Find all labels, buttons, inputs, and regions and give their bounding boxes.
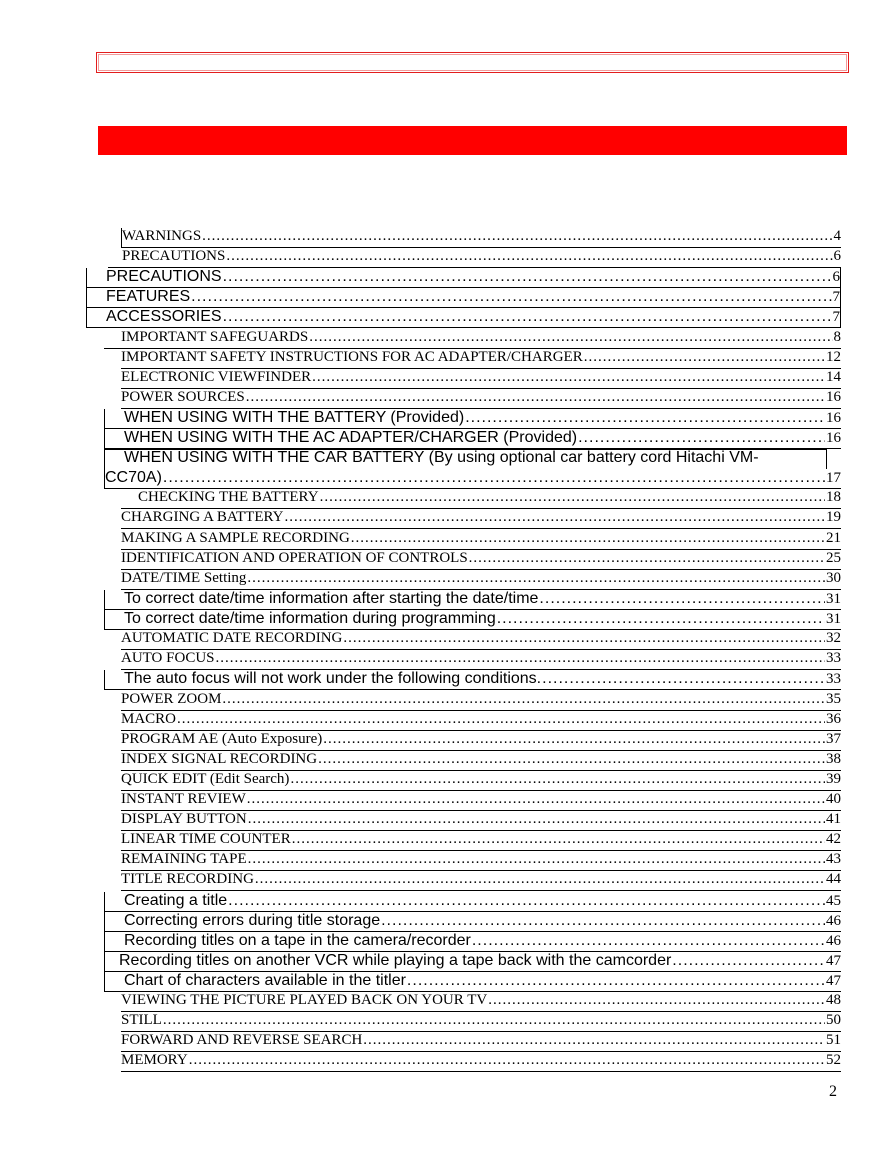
toc-dot-leader [247,571,825,586]
toc-entry[interactable] [121,630,841,650]
toc-entry[interactable] [121,791,841,811]
toc-dot-leader [248,812,825,827]
toc-entry-label: CC70A) [105,469,162,486]
toc-page-number: 37 [826,731,841,747]
toc-dot-leader [216,651,826,666]
toc-entry-label: DATE/TIME Setting [121,570,247,586]
toc-entry[interactable] [121,228,841,248]
toc-page-number: 12 [826,349,841,365]
toc-entry-label: ELECTRONIC VIEWFINDER [121,369,312,385]
toc-page-number: 50 [826,1012,841,1028]
toc-entry-label: WHEN USING WITH THE BATTERY (Provided) [124,409,465,426]
toc-page-number: 48 [826,992,841,1008]
toc-entry-label: POWER SOURCES [121,389,245,405]
toc-entry-label: VIEWING THE PICTURE PLAYED BACK ON YOUR TV [121,992,488,1008]
toc-entry[interactable] [121,851,841,871]
toc-entry[interactable] [121,751,841,771]
toc-dot-leader [584,350,825,365]
toc-entry-label: Recording titles on another VCR while playing a tape back with the camcorder [119,952,672,969]
toc-page-number: 4 [833,228,841,244]
toc-page-number: 14 [826,369,841,385]
page-number: 2 [829,1083,837,1100]
toc-entry-label: QUICK EDIT (Edit Search) [121,771,290,787]
toc-entry[interactable] [121,831,841,851]
toc-entry-label: IMPORTANT SAFETY INSTRUCTIONS FOR AC ADAPTER/CHARGER [121,349,583,365]
toc-page-number: 31 [826,591,841,607]
toc-page-number: 42 [826,831,841,847]
toc-entry-label: The auto focus will not work under the following conditions. [124,670,542,687]
toc-entry-label: FEATURES [106,288,191,305]
toc-page-number: 35 [826,691,841,707]
toc-dot-leader [363,1033,825,1048]
toc-dot-leader [497,611,825,627]
toc-entry[interactable] [121,771,841,791]
toc-entry-label: DISPLAY BUTTON [121,811,247,827]
toc-entry[interactable] [121,570,841,590]
toc-page-number: 6 [833,248,841,264]
toc-entry-label: Correcting errors during title storage [124,912,381,929]
toc-page-number: 31 [826,611,841,627]
toc-entry[interactable] [121,731,841,751]
toc-entry[interactable] [121,349,841,369]
toc-dot-leader [222,692,825,707]
toc-entry[interactable] [104,932,841,952]
toc-entry[interactable] [104,670,841,690]
toc-dot-leader [488,993,825,1008]
toc-page-number: 47 [826,953,841,969]
toc-entry[interactable] [104,469,841,489]
toc-page-number: 43 [826,851,841,867]
toc-dot-leader [191,289,831,305]
toc-entry[interactable] [121,650,841,670]
toc-page-number: 21 [826,530,841,546]
toc-dot-leader [202,229,832,244]
toc-entry-label: To correct date/time information during programming [124,610,496,627]
toc-dot-leader [223,269,832,285]
toc-dot-leader [465,410,825,426]
toc-entry-label: INSTANT REVIEW [121,791,246,807]
toc-entry[interactable] [108,248,841,268]
toc-entry[interactable] [104,952,841,972]
toc-entry-label: CHARGING A BATTERY [121,509,284,525]
toc-entry[interactable] [121,691,841,711]
toc-dot-leader [407,973,825,989]
toc-page-number: 33 [826,671,841,687]
toc-entry[interactable] [104,912,841,932]
toc-entry-label: MEMORY [121,1052,188,1068]
toc-entry[interactable] [104,610,841,630]
toc-page-number: 44 [826,871,841,887]
toc-entry[interactable] [121,1032,841,1052]
toc-page-number: 7 [832,309,840,325]
toc-dot-leader [163,470,825,486]
toc-entry[interactable] [121,811,841,831]
toc-entry-label: MACRO [121,711,177,727]
toc-page-number: 32 [826,630,841,646]
toc-entry-label: PRECAUTIONS [106,268,222,285]
toc-entry[interactable] [86,288,841,308]
toc-entry-label: ACCESSORIES [106,308,222,325]
toc-dot-leader [469,551,825,566]
toc-entry[interactable] [104,972,841,992]
toc-page-number: 17 [826,470,841,486]
toc-entry[interactable] [104,409,841,429]
toc-dot-leader [223,309,832,325]
toc-dot-leader [228,893,825,909]
toc-dot-leader [351,531,825,546]
toc-dot-leader [472,933,825,949]
toc-entry-label: WARNINGS [122,228,202,244]
toc-entry[interactable] [86,308,841,328]
toc-page-number: 19 [826,509,841,525]
toc-dot-leader [290,772,825,787]
toc-entry-label: INDEX SIGNAL RECORDING [121,751,318,767]
toc-page-number: 46 [826,933,841,949]
toc-entry-label: IDENTIFICATION AND OPERATION OF CONTROLS [121,550,468,566]
toc-page-number: 47 [826,973,841,989]
toc-page-number: 39 [826,771,841,787]
toc-dot-leader [163,1013,825,1028]
toc-page-number: 30 [826,570,841,586]
toc-entry-label: LINEAR TIME COUNTER [121,831,291,847]
toc-dot-leader [318,752,825,767]
toc-entry-label: TITLE RECORDING [121,871,254,887]
toc-entry[interactable] [121,1012,841,1032]
toc-entry[interactable] [121,711,841,731]
toc-dot-leader [323,732,825,747]
toc-page-number: 6 [832,269,840,285]
toc-page-number: 41 [826,811,841,827]
toc-dot-leader [542,671,825,687]
toc-page-number: 36 [826,711,841,727]
toc-entry[interactable] [121,389,841,409]
toc-dot-leader [248,852,825,867]
toc-dot-leader [381,913,825,929]
toc-entry-label: CHECKING THE BATTERY [138,489,319,505]
toc-page-number: 51 [826,1032,841,1048]
toc-entry[interactable] [104,429,841,449]
toc-entry[interactable] [121,509,841,529]
toc-entry[interactable] [121,489,841,509]
toc-dot-leader [312,370,825,385]
toc-entry-label: PRECAUTIONS [122,248,226,264]
toc-page-number: 52 [826,1052,841,1068]
toc-entry[interactable] [121,550,841,570]
toc-dot-leader [292,832,825,847]
toc-page-number: 38 [826,751,841,767]
toc-entry-label: Creating a title [124,892,228,909]
toc-page-number: 18 [826,489,841,505]
toc-dot-leader [226,249,832,264]
toc-dot-leader [539,591,825,607]
toc-page-number: 16 [826,430,841,446]
toc-entry-label-line1: WHEN USING WITH THE CAR BATTERY (By using optional car battery cord Hitachi VM- [104,449,827,469]
toc-page-number: 16 [826,389,841,405]
toc-entry[interactable] [121,530,841,550]
toc-entry-label: FORWARD AND REVERSE SEARCH [121,1032,363,1048]
toc-entry-label: POWER ZOOM [121,691,222,707]
toc-entry-label: Chart of characters available in the titler [124,972,406,989]
toc-entry-label: PROGRAM AE (Auto Exposure) [121,731,323,747]
toc-entry-label: MAKING A SAMPLE RECORDING [121,530,350,546]
toc-dot-leader [255,872,825,887]
toc-dot-leader [189,1053,825,1068]
toc-entry-label: AUTOMATIC DATE RECORDING [121,630,343,646]
toc-entry-label: WHEN USING WITH THE AC ADAPTER/CHARGER (Provided) [124,429,578,446]
toc-page-number: 46 [826,913,841,929]
toc-page-number: 45 [826,893,841,909]
toc-entry-label: IMPORTANT SAFEGUARDS [121,329,309,345]
toc-entry[interactable] [121,1052,841,1072]
toc-entry-label: AUTO FOCUS [121,650,215,666]
toc-entry[interactable] [121,992,841,1012]
toc-dot-leader [247,792,825,807]
toc-entry[interactable] [104,892,841,912]
toc-dot-leader [343,631,825,646]
toc-dot-leader [309,330,832,345]
toc-entry-label: REMAINING TAPE [121,851,247,867]
toc-dot-leader [578,430,825,446]
toc-entry[interactable] [121,369,841,389]
toc-dot-leader [672,953,825,969]
toc-entry[interactable] [104,329,841,349]
toc-entry-label: Recording titles on a tape in the camera/recorder [124,932,471,949]
toc-dot-leader [177,712,825,727]
toc-page-number: 33 [826,650,841,666]
toc-entry-label: To correct date/time information after starting the date/time [124,590,539,607]
toc-page-number: 7 [832,289,840,305]
toc-entry[interactable] [121,871,841,891]
toc-dot-leader [246,390,825,405]
toc-entry-label: STILL [121,1012,162,1028]
toc-entry[interactable] [86,268,841,288]
toc-page-number: 40 [826,791,841,807]
toc-page-number: 16 [826,410,841,426]
toc-entry[interactable] [104,590,841,610]
toc-page-number: 25 [826,550,841,566]
toc-dot-leader [320,490,825,505]
toc-page-number: 8 [833,329,841,345]
toc-dot-leader [285,510,825,525]
